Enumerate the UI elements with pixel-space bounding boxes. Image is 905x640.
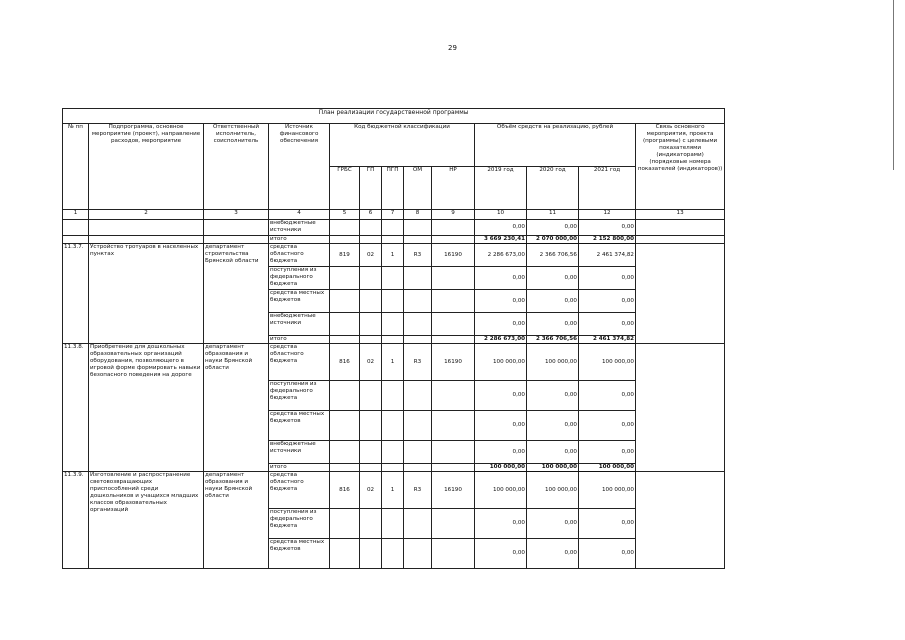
source-label: поступления из федерального бюджета [269, 267, 330, 290]
item-executor: департамент строительства Брянской области [204, 244, 269, 344]
header-2021: 2021 год [579, 167, 636, 210]
value-2021: 0,00 [579, 441, 636, 464]
total-2020: 2 070 000,00 [527, 236, 579, 244]
value-2019: 0,00 [475, 381, 527, 411]
plan-table [62, 108, 725, 569]
total-label: итого [269, 236, 330, 244]
item-number: 11.3.7. [63, 244, 89, 344]
value-2021: 0,00 [579, 539, 636, 569]
index-cell: 12 [579, 210, 636, 220]
scan-edge-line [893, 0, 894, 170]
header-funds: Объём средств на реализацию, рублей [475, 124, 636, 167]
value-2019: 0,00 [475, 411, 527, 441]
header-subprogram: Подпрограмма, основное мероприятие (проект), направление расходов, мероприятие [89, 124, 204, 210]
code-grbs: 819 [330, 244, 360, 267]
total-2021: 2 152 800,00 [579, 236, 636, 244]
index-cell: 10 [475, 210, 527, 220]
source-label: средства местных бюджетов [269, 411, 330, 441]
item-executor: департамент образования и науки Брянской области [204, 472, 269, 569]
total-label: итого [269, 336, 330, 344]
value-2019: 2 286 673,00 [475, 244, 527, 267]
index-cell: 13 [636, 210, 725, 220]
code-pgp: 1 [382, 244, 404, 267]
value-2020: 2 366 706,56 [527, 244, 579, 267]
index-cell: 11 [527, 210, 579, 220]
header-gp: ГП [360, 167, 382, 210]
header-source: Источник финансового обеспечения [269, 124, 330, 210]
source-label: средства местных бюджетов [269, 539, 330, 569]
total-2020: 2 366 706,56 [527, 336, 579, 344]
value-2021: 0,00 [579, 411, 636, 441]
item-number: 11.3.9. [63, 472, 89, 569]
source-label: поступления из федерального бюджета [269, 509, 330, 539]
code-grbs: 816 [330, 472, 360, 509]
table-row [63, 220, 725, 236]
code-gp: 02 [360, 472, 382, 509]
code-nr: 16190 [432, 244, 475, 267]
value-2019: 100 000,00 [475, 344, 527, 381]
value-2019: 0,00 [475, 441, 527, 464]
header-pgp: ПГП [382, 167, 404, 210]
header-2019: 2019 год [475, 167, 527, 210]
value-2019: 0,00 [475, 220, 527, 236]
source-label: внебюджетные источники [269, 313, 330, 336]
table-row [63, 244, 725, 267]
total-2020: 100 000,00 [527, 464, 579, 472]
value-2021: 0,00 [579, 509, 636, 539]
value-2019: 0,00 [475, 267, 527, 290]
table-row [63, 344, 725, 381]
index-cell: 8 [404, 210, 432, 220]
source-label: поступления из федерального бюджета [269, 381, 330, 411]
code-grbs: 816 [330, 344, 360, 381]
value-2021: 2 461 374,82 [579, 244, 636, 267]
source-label: внебюджетные источники [269, 220, 330, 236]
value-2019: 0,00 [475, 313, 527, 336]
index-cell: 2 [89, 210, 204, 220]
code-pgp: 1 [382, 344, 404, 381]
header-grbs: ГРБС [330, 167, 360, 210]
header-budget-code: Код бюджетной классификации [330, 124, 475, 167]
value-2020: 100 000,00 [527, 472, 579, 509]
code-pgp: 1 [382, 472, 404, 509]
code-nr: 16190 [432, 472, 475, 509]
index-cell: 3 [204, 210, 269, 220]
page-number: 29 [448, 44, 457, 52]
value-2020: 0,00 [527, 267, 579, 290]
source-label: средства областного бюджета [269, 472, 330, 509]
value-2020: 0,00 [527, 539, 579, 569]
source-label: средства областного бюджета [269, 244, 330, 267]
table-row [63, 236, 725, 244]
code-gp: 02 [360, 344, 382, 381]
index-cell: 4 [269, 210, 330, 220]
index-cell: 5 [330, 210, 360, 220]
value-2021: 0,00 [579, 267, 636, 290]
header-link: Связь основного мероприятия, проекта (программы) с целевыми показателями (индикаторами) (порядковые номера показателей (индикаторов)) [636, 124, 725, 210]
value-2021: 0,00 [579, 381, 636, 411]
index-cell: 6 [360, 210, 382, 220]
total-label: итого [269, 464, 330, 472]
value-2020: 100 000,00 [527, 344, 579, 381]
code-om: R3 [404, 244, 432, 267]
value-2019: 0,00 [475, 290, 527, 313]
header-no: № пп [63, 124, 89, 210]
total-2019: 3 669 230,41 [475, 236, 527, 244]
header-nr: НР [432, 167, 475, 210]
value-2020: 0,00 [527, 509, 579, 539]
value-2020: 0,00 [527, 220, 579, 236]
source-label: средства местных бюджетов [269, 290, 330, 313]
header-2020: 2020 год [527, 167, 579, 210]
value-2020: 0,00 [527, 381, 579, 411]
code-gp: 02 [360, 244, 382, 267]
item-executor: департамент образования и науки Брянской области [204, 344, 269, 472]
value-2019: 0,00 [475, 539, 527, 569]
table-title: План реализации государственной программы [63, 109, 725, 124]
index-cell: 1 [63, 210, 89, 220]
code-om: R3 [404, 344, 432, 381]
item-name: Устройство тротуаров в населенных пунктах [89, 244, 204, 344]
header-executor: Ответственный исполнитель, соисполнитель [204, 124, 269, 210]
value-2020: 0,00 [527, 313, 579, 336]
source-label: внебюджетные источники [269, 441, 330, 464]
source-label: средства областного бюджета [269, 344, 330, 381]
value-2020: 0,00 [527, 441, 579, 464]
value-2021: 100 000,00 [579, 344, 636, 381]
table-row [63, 472, 725, 509]
total-2021: 100 000,00 [579, 464, 636, 472]
value-2021: 0,00 [579, 290, 636, 313]
value-2020: 0,00 [527, 290, 579, 313]
total-2021: 2 461 374,82 [579, 336, 636, 344]
value-2021: 0,00 [579, 220, 636, 236]
index-cell: 7 [382, 210, 404, 220]
value-2019: 0,00 [475, 509, 527, 539]
item-number: 11.3.8. [63, 344, 89, 472]
value-2019: 100 000,00 [475, 472, 527, 509]
index-cell: 9 [432, 210, 475, 220]
item-name: Приобретение для дошкольных образовательных организаций оборудования, позволяющего в игровой форме формировать навыки безопасного поведения на дороге [89, 344, 204, 472]
code-nr: 16190 [432, 344, 475, 381]
item-name: Изготовление и распространение световозвращающих приспособлений среди дошкольников и учащихся младших классов образовательных организаций [89, 472, 204, 569]
value-2021: 100 000,00 [579, 472, 636, 509]
value-2021: 0,00 [579, 313, 636, 336]
total-2019: 100 000,00 [475, 464, 527, 472]
total-2019: 2 286 673,00 [475, 336, 527, 344]
code-om: R3 [404, 472, 432, 509]
value-2020: 0,00 [527, 411, 579, 441]
header-om: ОМ [404, 167, 432, 210]
